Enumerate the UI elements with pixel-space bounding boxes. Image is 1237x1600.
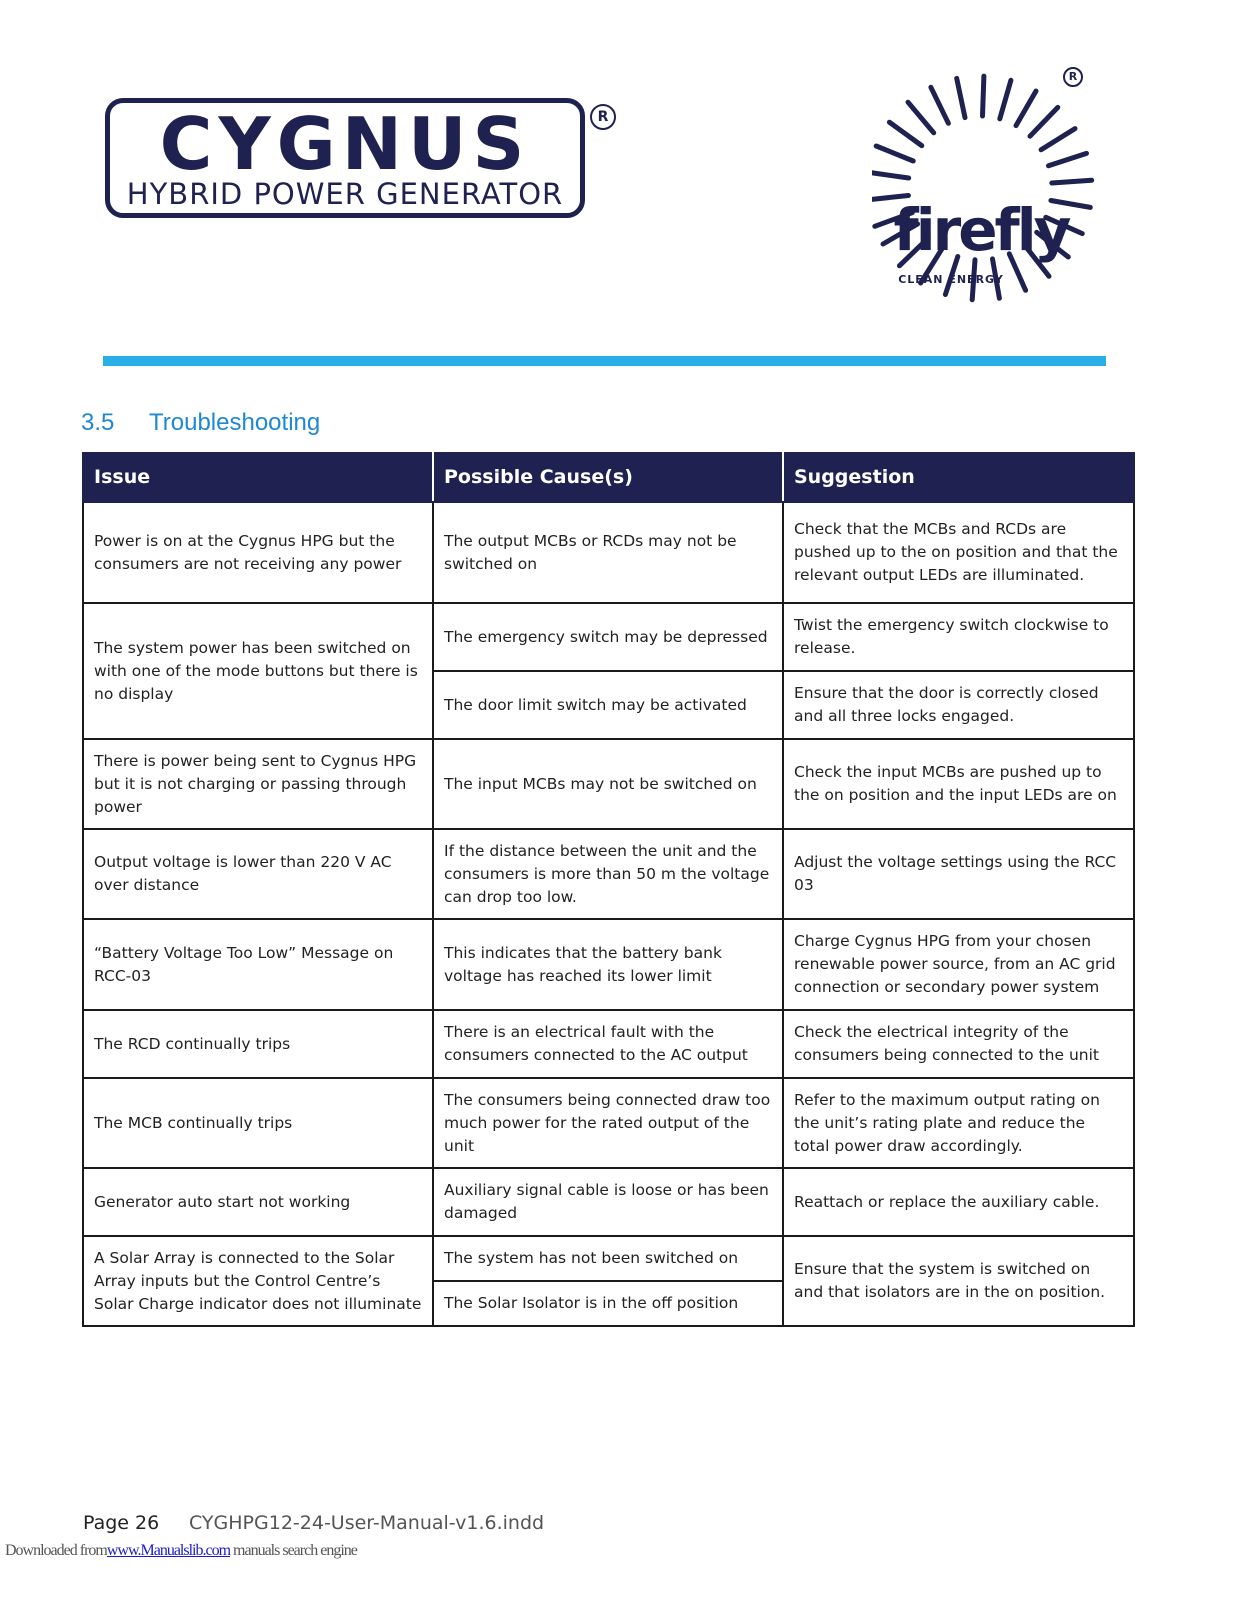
- issue-cell: Output voltage is lower than 220 V AC over distance: [83, 829, 433, 919]
- troubleshooting-table: [82, 452, 1135, 1327]
- sunburst-ray: [931, 87, 949, 123]
- issue-cell: Power is on at the Cygnus HPG but the consumers are not receiving any power: [83, 502, 433, 603]
- page-footer: [83, 1510, 544, 1536]
- suggestion-cell: Ensure that the door is correctly closed and all three locks engaged.: [783, 671, 1134, 739]
- cygnus-wordmark: CYGNUS: [159, 102, 531, 186]
- cause-cell: This indicates that the battery bank voltage has reached its lower limit: [433, 919, 783, 1010]
- page-number: Page 26: [83, 1512, 160, 1534]
- download-prefix: Downloaded from: [5, 1542, 107, 1559]
- firefly-tagline: CLEAN ENERGY: [898, 273, 1004, 286]
- manualslib-link[interactable]: www.Manualslib.com: [106, 1542, 231, 1559]
- cygnus-logo: [105, 98, 585, 218]
- cause-cell: The input MCBs may not be switched on: [433, 739, 783, 829]
- table-row: [83, 829, 1134, 919]
- issue-cell: “Battery Voltage Too Low” Message on RCC-03: [83, 919, 433, 1010]
- header-divider: [103, 356, 1106, 366]
- table-header-row: [83, 453, 1134, 502]
- column-header-issue: Issue: [83, 453, 433, 502]
- sunburst-ray: [1052, 180, 1092, 183]
- section-number: 3.5: [81, 409, 115, 436]
- sunburst-ray: [876, 146, 913, 161]
- suggestion-cell: Adjust the voltage settings using the RCC 03: [783, 829, 1134, 919]
- sunburst-ray: [1000, 80, 1011, 119]
- table-row: [83, 603, 1134, 671]
- issue-cell: The MCB continually trips: [83, 1078, 433, 1168]
- table-row: [83, 1010, 1134, 1078]
- cause-cell: If the distance between the unit and the consumers is more than 50 m the voltage can drop too low.: [433, 829, 783, 919]
- suggestion-cell: Charge Cygnus HPG from your chosen renewable power source, from an AC grid connection or secondary power system: [783, 919, 1134, 1010]
- sunburst-ray: [889, 122, 921, 146]
- cause-cell: The emergency switch may be depressed: [433, 603, 783, 671]
- registered-mark: R: [590, 104, 616, 130]
- suggestion-cell: Check the input MCBs are pushed up to the on position and the input LEDs are on: [783, 739, 1134, 829]
- sunburst-ray: [1030, 107, 1058, 136]
- sunburst-ray: [983, 76, 984, 116]
- suggestion-cell: Check the electrical integrity of the consumers being connected to the unit: [783, 1010, 1134, 1078]
- download-note: [5, 1540, 357, 1562]
- sunburst-ray: [1041, 129, 1075, 150]
- suggestion-cell: Reattach or replace the auxiliary cable.: [783, 1168, 1134, 1236]
- table-row: [83, 1236, 1134, 1281]
- cause-cell: The consumers being connected draw too much power for the rated output of the unit: [433, 1078, 783, 1168]
- cause-cell: Auxiliary signal cable is loose or has been damaged: [433, 1168, 783, 1236]
- sunburst-ray: [872, 172, 909, 178]
- section-heading: [81, 407, 320, 439]
- suggestion-cell: Refer to the maximum output rating on the unit’s rating plate and reduce the total power draw accordingly.: [783, 1078, 1134, 1168]
- cause-cell: The door limit switch may be activated: [433, 671, 783, 739]
- registered-mark: R: [1063, 67, 1083, 87]
- download-suffix: manuals search engine: [230, 1542, 357, 1559]
- issue-cell: A Solar Array is connected to the Solar Array inputs but the Control Centre’s Solar Charge indicator does not illuminate: [83, 1236, 433, 1326]
- column-header-suggestion: Suggestion: [783, 453, 1134, 502]
- table-row: [83, 739, 1134, 829]
- table-row: [83, 919, 1134, 1010]
- cause-cell: The system has not been switched on: [433, 1236, 783, 1281]
- issue-cell: Generator auto start not working: [83, 1168, 433, 1236]
- sunburst-ray: [957, 78, 965, 117]
- file-name: CYGHPG12-24-User-Manual-v1.6.indd: [189, 1512, 545, 1534]
- sunburst-ray: [908, 102, 934, 133]
- firefly-wordmark: firefly: [893, 196, 1069, 264]
- cause-cell: There is an electrical fault with the consumers connected to the AC output: [433, 1010, 783, 1078]
- issue-cell: The system power has been switched on with one of the mode buttons but there is no display: [83, 603, 433, 739]
- section-title: Troubleshooting: [149, 409, 321, 436]
- cause-cell: The output MCBs or RCDs may not be switched on: [433, 502, 783, 603]
- table-row: [83, 1078, 1134, 1168]
- suggestion-cell: Twist the emergency switch clockwise to release.: [783, 603, 1134, 671]
- suggestion-cell: Ensure that the system is switched on and that isolators are in the on position.: [783, 1236, 1134, 1326]
- column-header-cause: Possible Cause(s): [433, 453, 783, 502]
- suggestion-cell: Check that the MCBs and RCDs are pushed up to the on position and that the relevant output LEDs are illuminated.: [783, 502, 1134, 603]
- cause-cell: The Solar Isolator is in the off position: [433, 1281, 783, 1326]
- table-row: [83, 1168, 1134, 1236]
- issue-cell: There is power being sent to Cygnus HPG but it is not charging or passing through power: [83, 739, 433, 829]
- cygnus-subtitle: HYBRID POWER GENERATOR: [126, 177, 564, 211]
- issue-cell: The RCD continually trips: [83, 1010, 433, 1078]
- sunburst-ray: [1049, 153, 1087, 165]
- sunburst-ray: [1016, 91, 1036, 126]
- table-row: [83, 502, 1134, 603]
- firefly-logo: [872, 60, 1102, 310]
